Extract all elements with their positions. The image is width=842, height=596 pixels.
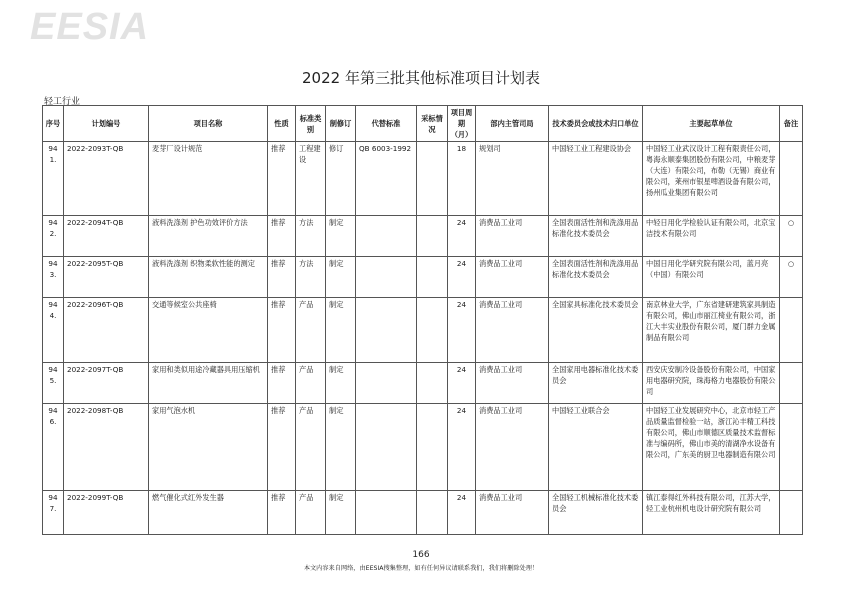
cell-plan-no: 2022-2094T-QB (64, 216, 149, 257)
cell-revision: 修订 (326, 142, 356, 216)
cell-dept: 消费品工业司 (476, 298, 549, 363)
header-nature: 性质 (268, 106, 296, 142)
cell-dept: 消费品工业司 (476, 257, 549, 298)
header-drafters: 主要起草单位 (643, 106, 780, 142)
cell-revision: 制定 (326, 216, 356, 257)
header-remark: 备注 (780, 106, 803, 142)
cell-name: 家用和类似用途冷藏器具用压缩机 (149, 363, 268, 404)
header-replaced: 代替标准 (356, 106, 417, 142)
cell-name: 燃气催化式红外发生器 (149, 491, 268, 535)
cell-drafters: 西安庆安制冷设备股份有限公司，中国家用电器研究院，珠海格力电器股份有限公司 (643, 363, 780, 404)
cell-seq: 943. (43, 257, 64, 298)
cell-revision: 制定 (326, 491, 356, 535)
header-committee: 技术委员会或技术归口单位 (549, 106, 643, 142)
page-number: 166 (412, 550, 430, 560)
cell-drafters: 南京林业大学，广东省建研建筑家具制造有限公司，佛山市丽江椅业有限公司，浙江大丰实业股份有限公司，厦门群力金属制品有限公司 (643, 298, 780, 363)
cell-seq: 944. (43, 298, 64, 363)
cell-drafters: 中国轻工业武汉设计工程有限责任公司，粤海永顺泰集团股份有限公司，中粮麦芽（大连）有限公司，布勒（无锡）商业有限公司，莱州市银星啤酒设备有限公司，扬州瓜业集团有限公司 (643, 142, 780, 216)
cell-name: 交通等候室公共座椅 (149, 298, 268, 363)
cell-dept: 消费品工业司 (476, 216, 549, 257)
cell-adopted (417, 363, 448, 404)
cell-dept: 消费品工业司 (476, 363, 549, 404)
section-label: 轻工行业 (44, 97, 81, 107)
cell-plan-no: 2022-2098T-QB (64, 404, 149, 491)
cell-replaced (356, 363, 417, 404)
header-seq: 序号 (43, 106, 64, 142)
cell-category: 产品 (296, 491, 326, 535)
cell-remark: ○ (780, 257, 803, 298)
cell-remark (780, 404, 803, 491)
header-category: 标准类别 (296, 106, 326, 142)
cell-category: 方法 (296, 216, 326, 257)
cell-nature: 推荐 (268, 491, 296, 535)
cell-category: 产品 (296, 363, 326, 404)
cell-remark (780, 491, 803, 535)
header-name: 项目名称 (149, 106, 268, 142)
cell-nature: 推荐 (268, 298, 296, 363)
cell-seq: 946. (43, 404, 64, 491)
cell-adopted (417, 257, 448, 298)
cell-adopted (417, 216, 448, 257)
cell-dept: 消费品工业司 (476, 404, 549, 491)
table-row (43, 216, 803, 257)
cell-committee: 中国轻工业联合会 (549, 404, 643, 491)
table-row (43, 142, 803, 216)
cell-adopted (417, 491, 448, 535)
header-adopted: 采标情况 (417, 106, 448, 142)
header-plan-no: 计划编号 (64, 106, 149, 142)
cell-drafters: 镇江泰得红外科技有限公司，江苏大学，轻工业杭州机电设计研究院有限公司 (643, 491, 780, 535)
cell-replaced (356, 491, 417, 535)
cell-period: 24 (448, 404, 476, 491)
cell-name: 家用气泡水机 (149, 404, 268, 491)
cell-remark (780, 363, 803, 404)
table-header-row (43, 106, 803, 142)
cell-remark (780, 142, 803, 216)
table-row (43, 257, 803, 298)
cell-category: 工程建设 (296, 142, 326, 216)
cell-adopted (417, 142, 448, 216)
cell-period: 24 (448, 257, 476, 298)
table-row (43, 404, 803, 491)
cell-period: 24 (448, 491, 476, 535)
cell-name: 麦芽厂设计规范 (149, 142, 268, 216)
table-row (43, 491, 803, 535)
cell-nature: 推荐 (268, 363, 296, 404)
cell-period: 18 (448, 142, 476, 216)
cell-plan-no: 2022-2097T-QB (64, 363, 149, 404)
eesia-logo: EESIA (30, 6, 150, 48)
cell-nature: 推荐 (268, 216, 296, 257)
header-dept: 部内主管司局 (476, 106, 549, 142)
cell-committee: 全国表面活性剂和洗涤用品标准化技术委员会 (549, 257, 643, 298)
cell-seq: 941. (43, 142, 64, 216)
header-revision: 制修订 (326, 106, 356, 142)
cell-drafters: 中轻日用化学检验认证有限公司，北京宝洁技术有限公司 (643, 216, 780, 257)
cell-revision: 制定 (326, 257, 356, 298)
cell-committee: 全国表面活性剂和洗涤用品标准化技术委员会 (549, 216, 643, 257)
cell-committee: 全国家具标准化技术委员会 (549, 298, 643, 363)
cell-revision: 制定 (326, 363, 356, 404)
cell-plan-no: 2022-2095T-QB (64, 257, 149, 298)
cell-adopted (417, 298, 448, 363)
page-title: 2022 年第三批其他标准项目计划表 (302, 69, 540, 87)
cell-dept: 消费品工业司 (476, 491, 549, 535)
cell-drafters: 中国轻工业发展研究中心，北京市轻工产品质量监督检验一站，浙江沁丰精工科技有限公司，佛山市顺德区质量技术监督标准与编码所，佛山市美的清湖净水设备有限公司，广东美的厨卫电器制造有限公司 (643, 404, 780, 491)
cell-replaced: QB 6003-1992 (356, 142, 417, 216)
standards-plan-table (42, 105, 803, 535)
cell-dept: 规划司 (476, 142, 549, 216)
cell-plan-no: 2022-2096T-QB (64, 298, 149, 363)
cell-nature: 推荐 (268, 404, 296, 491)
cell-period: 24 (448, 363, 476, 404)
cell-period: 24 (448, 216, 476, 257)
cell-nature: 推荐 (268, 257, 296, 298)
cell-replaced (356, 298, 417, 363)
cell-replaced (356, 216, 417, 257)
cell-remark: ○ (780, 216, 803, 257)
cell-category: 产品 (296, 404, 326, 491)
cell-replaced (356, 257, 417, 298)
cell-replaced (356, 404, 417, 491)
footer-note: 本文内容来自网络，由EESIA搜集整理，如有任何异议请联系我们，我们将删除处理！ (303, 565, 539, 572)
cell-adopted (417, 404, 448, 491)
cell-remark (780, 298, 803, 363)
table-row (43, 363, 803, 404)
cell-plan-no: 2022-2099T-QB (64, 491, 149, 535)
cell-category: 方法 (296, 257, 326, 298)
header-period: 项目周期（月） (448, 106, 476, 142)
cell-drafters: 中国日用化学研究院有限公司，蓝月亮（中国）有限公司 (643, 257, 780, 298)
cell-name: 液料洗涤剂 织物柔软性能的测定 (149, 257, 268, 298)
cell-seq: 942. (43, 216, 64, 257)
cell-revision: 制定 (326, 298, 356, 363)
cell-period: 24 (448, 298, 476, 363)
cell-seq: 945. (43, 363, 64, 404)
table-row (43, 298, 803, 363)
cell-category: 产品 (296, 298, 326, 363)
cell-seq: 947. (43, 491, 64, 535)
cell-nature: 推荐 (268, 142, 296, 216)
cell-revision: 制定 (326, 404, 356, 491)
cell-plan-no: 2022-2093T-QB (64, 142, 149, 216)
cell-name: 液料洗涤剂 护色功效评价方法 (149, 216, 268, 257)
cell-committee: 全国轻工机械标准化技术委员会 (549, 491, 643, 535)
cell-committee: 全国家用电器标准化技术委员会 (549, 363, 643, 404)
cell-committee: 中国轻工业工程建设协会 (549, 142, 643, 216)
